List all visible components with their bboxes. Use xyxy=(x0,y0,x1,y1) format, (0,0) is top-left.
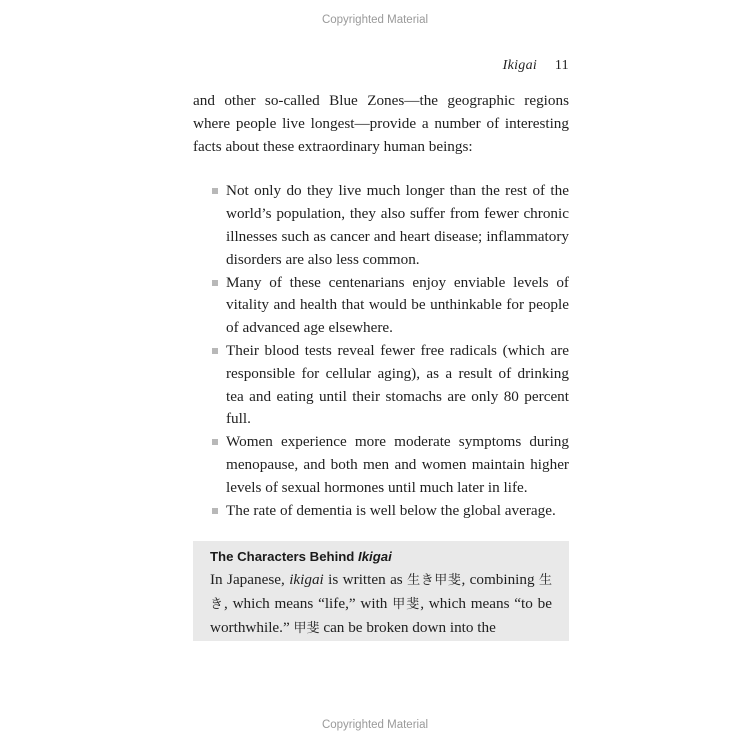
sidebar-heading xyxy=(210,546,552,568)
page-body xyxy=(193,90,569,522)
copyright-watermark-bottom: Copyrighted Material xyxy=(321,719,429,731)
sidebar-heading-text: The Characters Behind xyxy=(210,549,359,564)
square-bullet-icon xyxy=(212,188,218,194)
sidebar-paragraph xyxy=(210,568,552,640)
kanji-worthwhile-2: 甲斐 xyxy=(293,621,320,636)
sidebar-text-4: , which means “life,” with xyxy=(224,595,393,612)
sidebar-box xyxy=(193,541,569,641)
running-head xyxy=(503,58,569,74)
bullet-item xyxy=(193,180,569,271)
copyright-watermark-top: Copyrighted Material xyxy=(321,14,429,26)
intro-paragraph: and other so-called Blue Zones—the geographic regions where people live longest—provide a number of interesting facts about these extraordinary human beings: xyxy=(193,92,569,155)
bullet-text: Women experience more moderate symptoms during menopause, and both men and women maintain higher levels of sexual hormones until much later in life. xyxy=(226,433,569,496)
square-bullet-icon xyxy=(212,280,218,286)
square-bullet-icon xyxy=(212,348,218,354)
bullet-text: Many of these centenarians enjoy enviable levels of vitality and health that would be unthinkable for people of advanced age elsewhere. xyxy=(226,273,569,337)
bullet-text: Not only do they live much longer than the rest of the world’s population, they also suffer from fewer chronic illnesses such as cancer and heart disease; inflammatory disorders are also less common. xyxy=(226,182,569,268)
sidebar-text-2: is written as xyxy=(323,571,408,588)
square-bullet-icon xyxy=(212,439,218,445)
sidebar-text-6: can be broken down into the xyxy=(319,619,496,636)
sidebar-text-5: , which means “to be worthwhile.” xyxy=(210,595,552,636)
bullet-item xyxy=(193,272,569,340)
kanji-worthwhile: 甲斐 xyxy=(392,597,421,612)
kanji-ikigai: 生き甲斐 xyxy=(407,573,462,588)
sidebar-heading-term: Ikigai xyxy=(358,549,392,564)
sidebar-text-1: In Japanese, xyxy=(210,571,290,588)
bullet-item xyxy=(193,340,569,431)
running-head-title: Ikigai xyxy=(502,58,538,73)
square-bullet-icon xyxy=(212,508,218,514)
bullet-text: The rate of dementia is well below the global average. xyxy=(226,501,556,519)
sidebar-text-3: , combining xyxy=(461,571,539,588)
bullet-text: Their blood tests reveal fewer free radicals (which are responsible for cellular aging), as a result of drinking tea and eating until their stomachs are only 80 percent full. xyxy=(226,341,569,428)
page-number: 11 xyxy=(554,58,569,73)
bullet-item xyxy=(193,500,569,523)
bullet-item xyxy=(193,431,569,499)
kanji-life: 生き xyxy=(210,573,552,612)
sidebar-term: ikigai xyxy=(289,571,324,588)
bullet-list xyxy=(193,180,569,522)
